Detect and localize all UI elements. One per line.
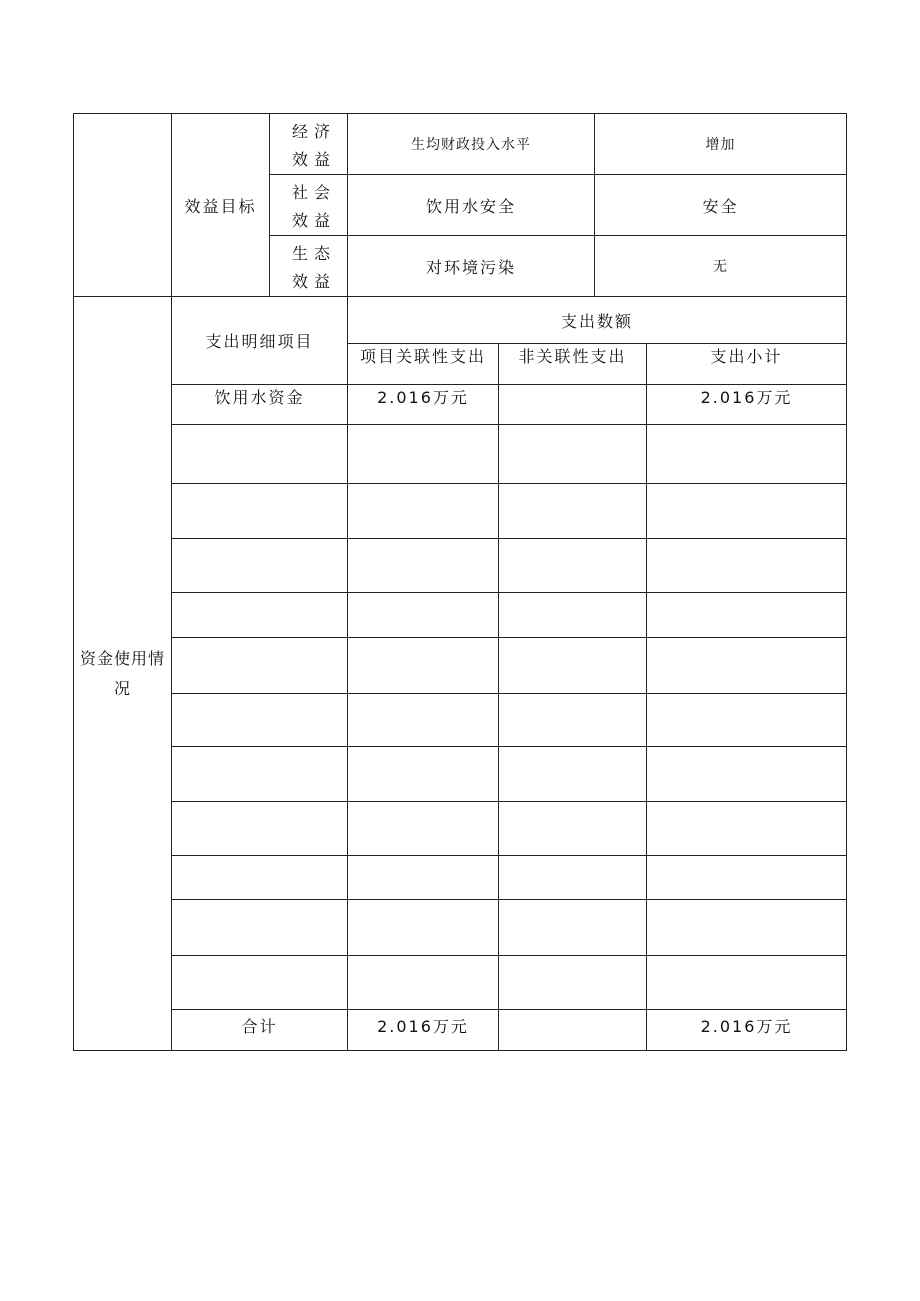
detail-items-header: 支出明细项目 bbox=[172, 297, 348, 385]
benefit-row-economic bbox=[74, 114, 847, 175]
total-label: 合计 bbox=[172, 1010, 348, 1051]
table-row bbox=[74, 539, 847, 593]
benefit-value: 安全 bbox=[595, 175, 847, 236]
benefit-category-label: 效益目标 bbox=[172, 114, 270, 297]
performance-table bbox=[73, 113, 847, 1051]
item-unrelated-amount bbox=[499, 385, 647, 425]
table-row bbox=[74, 694, 847, 747]
table-row bbox=[74, 802, 847, 856]
subtotal-header: 支出小计 bbox=[647, 344, 847, 385]
fund-usage-section-label: 资金使用情况 bbox=[74, 297, 172, 1051]
total-related-amount: 2.016万元 bbox=[348, 1010, 499, 1051]
table-row bbox=[74, 638, 847, 694]
table-row bbox=[74, 593, 847, 638]
fund-header-row bbox=[74, 297, 847, 344]
total-unrelated-amount bbox=[499, 1010, 647, 1051]
related-expense-header: 项目关联性支出 bbox=[348, 344, 499, 385]
benefit-type-label: 社会效益 bbox=[270, 175, 348, 236]
blank-section-cell bbox=[74, 114, 172, 297]
benefit-type-label: 经济效益 bbox=[270, 114, 348, 175]
unrelated-expense-header: 非关联性支出 bbox=[499, 344, 647, 385]
item-related-amount: 2.016万元 bbox=[348, 385, 499, 425]
benefit-indicator: 生均财政投入水平 bbox=[348, 114, 595, 175]
table-row bbox=[74, 385, 847, 425]
total-row bbox=[74, 1010, 847, 1051]
table-row bbox=[74, 425, 847, 484]
benefit-value: 无 bbox=[595, 236, 847, 297]
table-row bbox=[74, 900, 847, 956]
table-row bbox=[74, 747, 847, 802]
table-row bbox=[74, 484, 847, 539]
total-subtotal: 2.016万元 bbox=[647, 1010, 847, 1051]
item-name: 饮用水资金 bbox=[172, 385, 348, 425]
benefit-indicator: 对环境污染 bbox=[348, 236, 595, 297]
benefit-value: 增加 bbox=[595, 114, 847, 175]
benefit-type-label: 生态效益 bbox=[270, 236, 348, 297]
item-subtotal: 2.016万元 bbox=[647, 385, 847, 425]
table-row bbox=[74, 856, 847, 900]
table-row bbox=[74, 956, 847, 1010]
amount-header: 支出数额 bbox=[348, 297, 847, 344]
benefit-indicator: 饮用水安全 bbox=[348, 175, 595, 236]
